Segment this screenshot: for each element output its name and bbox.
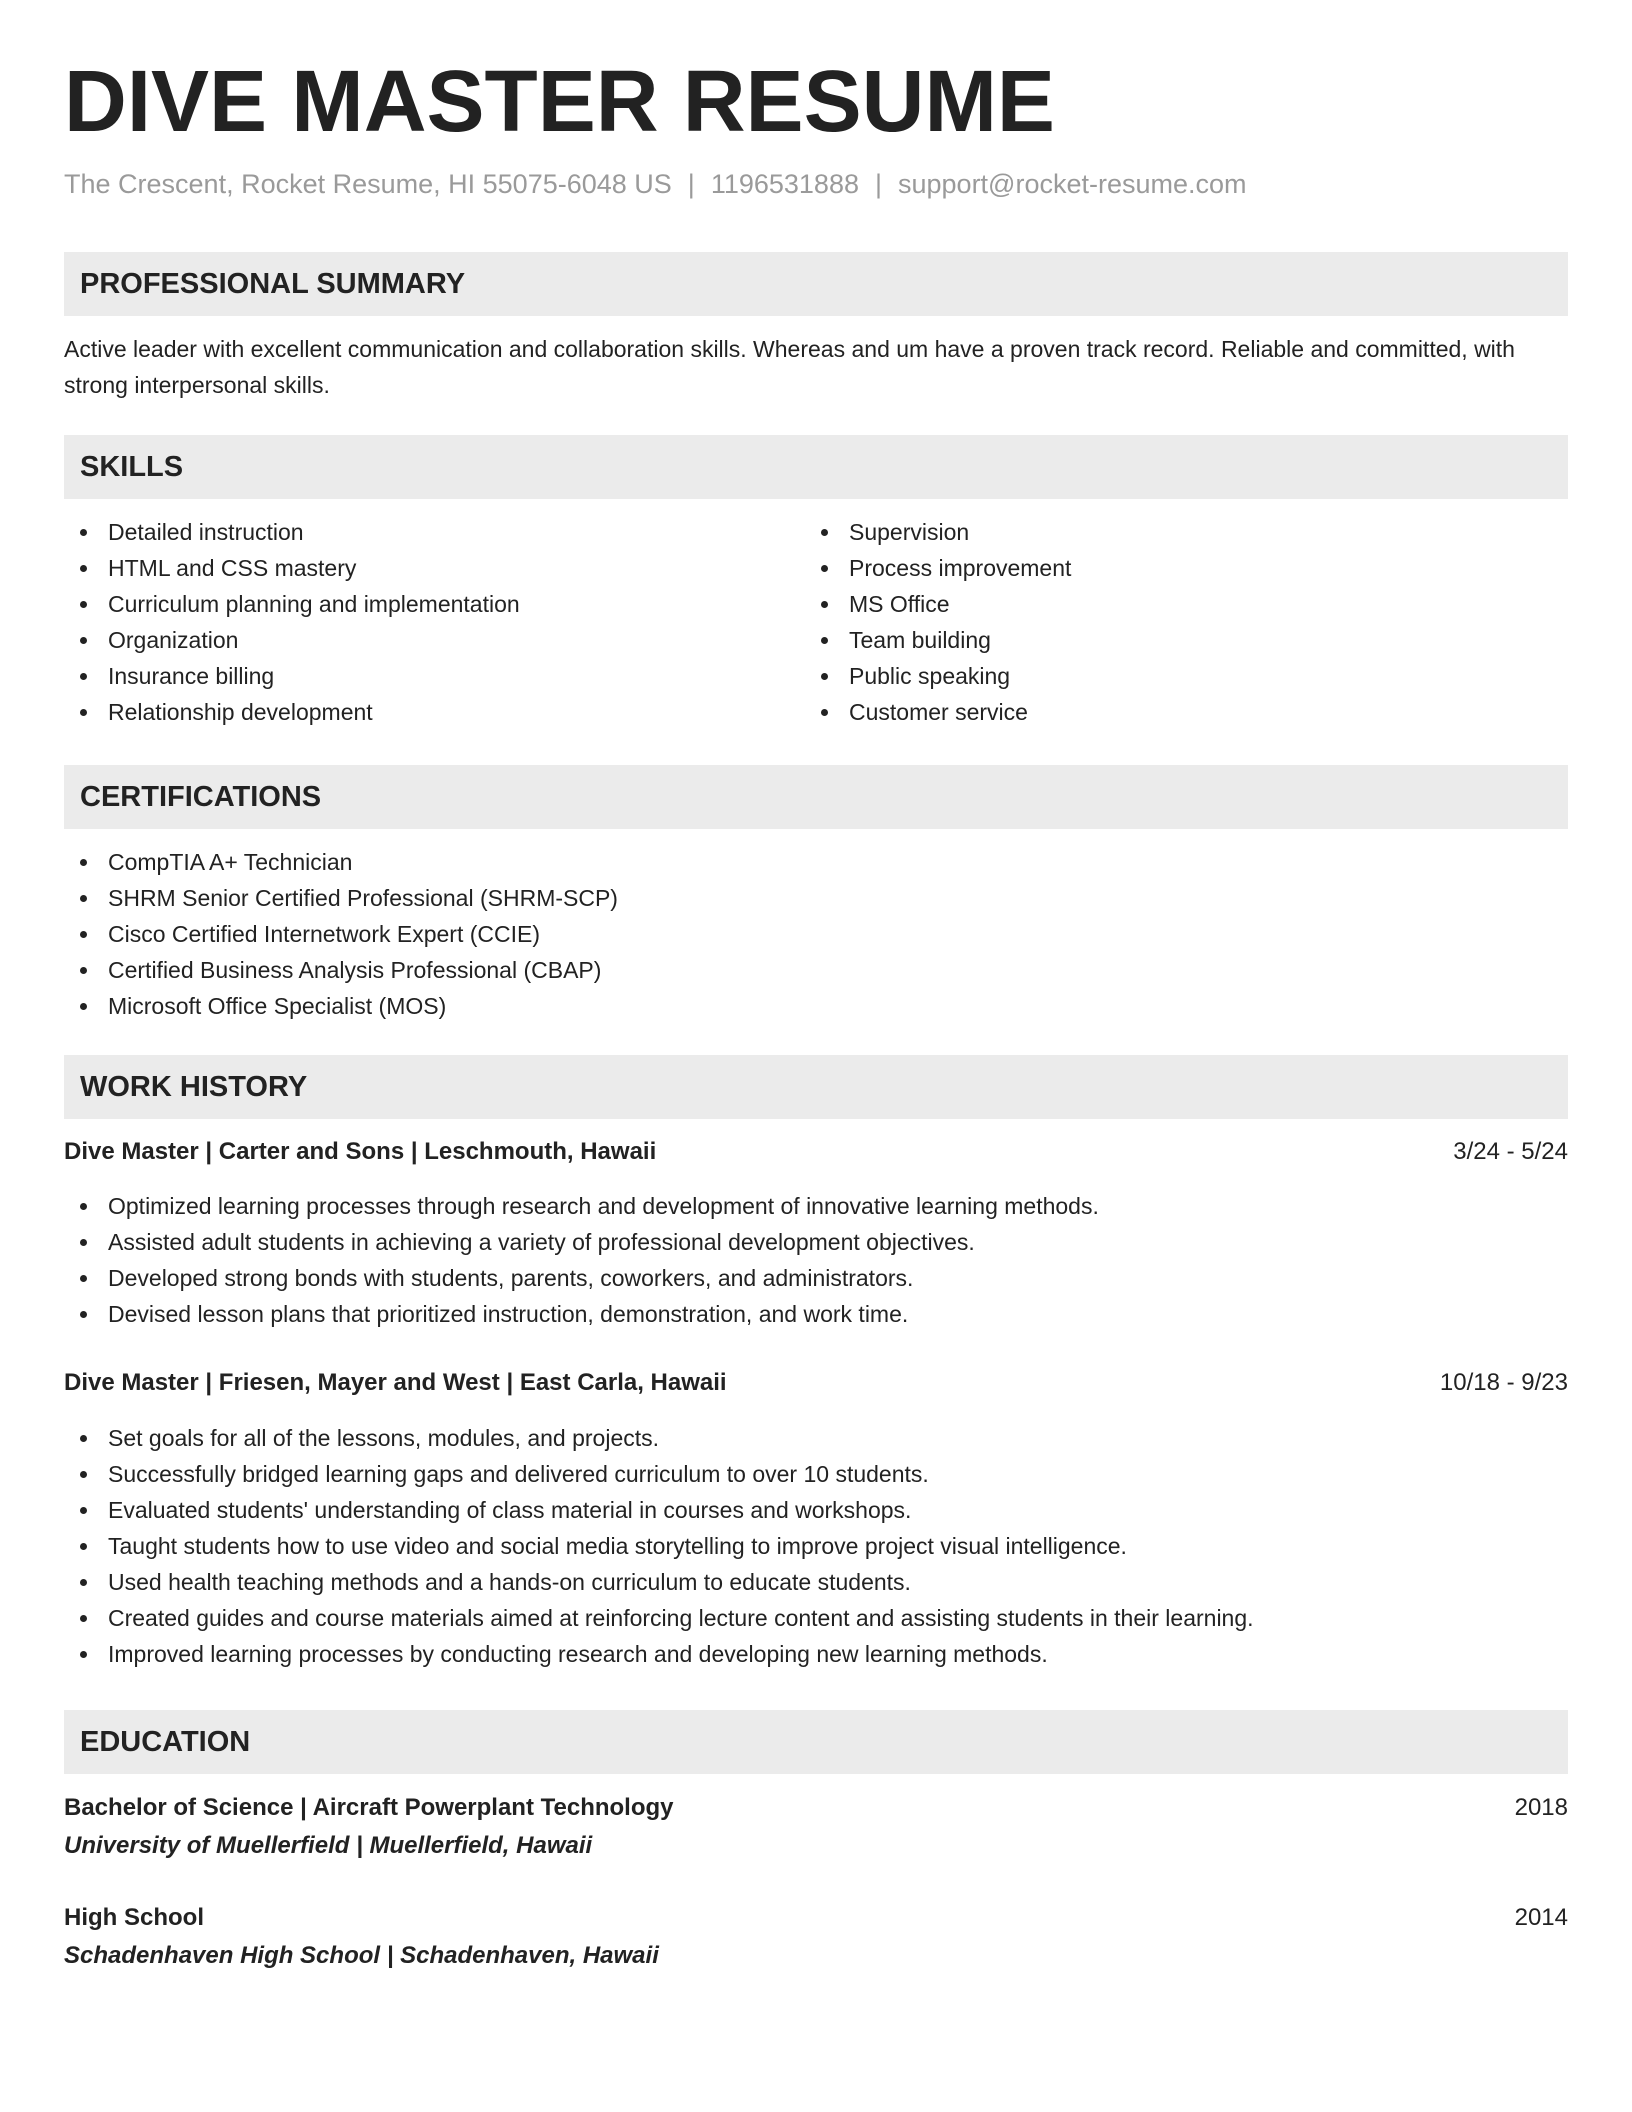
- skill-item: Curriculum planning and implementation: [64, 586, 520, 622]
- job-header: [64, 1365, 1568, 1401]
- education-heading: EDUCATION: [80, 1726, 251, 1758]
- skill-item: Insurance billing: [64, 658, 520, 694]
- job-bullet: Assisted adult students in achieving a variety of professional development objectives.: [64, 1224, 1099, 1260]
- job-bullet: Used health teaching methods and a hands-on curriculum to educate students.: [64, 1564, 1254, 1600]
- skill-item: HTML and CSS mastery: [64, 550, 520, 586]
- education-year: 2014: [1514, 1904, 1568, 1931]
- summary-heading: PROFESSIONAL SUMMARY: [80, 268, 466, 300]
- summary-text: Active leader with excellent communication and collaboration skills. Whereas and um have a proven track record. Reliable and committed, with strong interpersonal skills.: [64, 336, 1515, 398]
- education-school: University of Muellerfield | Muellerfield, Hawaii: [64, 1832, 593, 1859]
- skills-heading: SKILLS: [80, 451, 184, 483]
- certifications-list: [64, 844, 618, 1024]
- job-header: [64, 1134, 1568, 1170]
- job-bullet: Optimized learning processes through research and development of innovative learning methods.: [64, 1188, 1099, 1224]
- summary-section-header: [64, 252, 1568, 316]
- job-title: Dive Master | Friesen, Mayer and West | East Carla, Hawaii: [64, 1369, 727, 1396]
- education-school: Schadenhaven High School | Schadenhaven, Hawaii: [64, 1942, 659, 1969]
- skill-item: Process improvement: [805, 550, 1071, 586]
- certifications-section-header: [64, 765, 1568, 829]
- skill-item: Team building: [805, 622, 1071, 658]
- skill-item: Organization: [64, 622, 520, 658]
- contact-address: The Crescent, Rocket Resume, HI 55075-6048 US: [64, 169, 672, 199]
- contact-phone: 1196531888: [710, 169, 859, 199]
- skills-section-header: [64, 435, 1568, 499]
- certification-item: CompTIA A+ Technician: [64, 844, 618, 880]
- skills-list-right: [805, 514, 1071, 730]
- resume-title: DIVE MASTER RESUME: [64, 53, 1055, 150]
- skill-item: Supervision: [805, 514, 1071, 550]
- education-header: [64, 1900, 1568, 1936]
- contact-separator: |: [687, 169, 695, 199]
- education-degree: High School: [64, 1904, 204, 1931]
- job-dates: 10/18 - 9/23: [1439, 1369, 1568, 1396]
- job-title: Dive Master | Carter and Sons | Leschmouth, Hawaii: [64, 1138, 657, 1165]
- certification-item: Certified Business Analysis Professional (CBAP): [64, 952, 618, 988]
- job-bullet: Developed strong bonds with students, parents, coworkers, and administrators.: [64, 1260, 1099, 1296]
- skill-item: Relationship development: [64, 694, 520, 730]
- education-section-header: [64, 1710, 1568, 1774]
- job-bullet: Evaluated students' understanding of class material in courses and workshops.: [64, 1492, 1254, 1528]
- job-bullets: [64, 1188, 1099, 1332]
- skill-item: Detailed instruction: [64, 514, 520, 550]
- education-header: [64, 1790, 1568, 1826]
- certification-item: Cisco Certified Internetwork Expert (CCIE): [64, 916, 618, 952]
- job-bullet: Devised lesson plans that prioritized instruction, demonstration, and work time.: [64, 1296, 1099, 1332]
- job-dates: 3/24 - 5/24: [1453, 1138, 1568, 1165]
- job-bullet: Improved learning processes by conducting research and developing new learning methods.: [64, 1636, 1254, 1672]
- job-bullet: Taught students how to use video and social media storytelling to improve project visual intelligence.: [64, 1528, 1254, 1564]
- certification-item: Microsoft Office Specialist (MOS): [64, 988, 618, 1024]
- contact-separator: |: [874, 169, 882, 199]
- skill-item: MS Office: [805, 586, 1071, 622]
- skill-item: Public speaking: [805, 658, 1071, 694]
- job-bullets: [64, 1420, 1254, 1672]
- job-bullet: Created guides and course materials aimed at reinforcing lecture content and assisting students in their learning.: [64, 1600, 1254, 1636]
- education-degree: Bachelor of Science | Aircraft Powerplant Technology: [64, 1794, 674, 1821]
- certifications-heading: CERTIFICATIONS: [80, 781, 322, 813]
- education-year: 2018: [1514, 1794, 1568, 1821]
- job-bullet: Set goals for all of the lessons, modules, and projects.: [64, 1420, 1254, 1456]
- contact-email: support@rocket-resume.com: [898, 169, 1247, 199]
- work-section-header: [64, 1055, 1568, 1119]
- contact-line: [64, 166, 1247, 202]
- skills-list-left: [64, 514, 520, 730]
- certification-item: SHRM Senior Certified Professional (SHRM-SCP): [64, 880, 618, 916]
- skill-item: Customer service: [805, 694, 1071, 730]
- job-bullet: Successfully bridged learning gaps and delivered curriculum to over 10 students.: [64, 1456, 1254, 1492]
- work-heading: WORK HISTORY: [80, 1071, 308, 1103]
